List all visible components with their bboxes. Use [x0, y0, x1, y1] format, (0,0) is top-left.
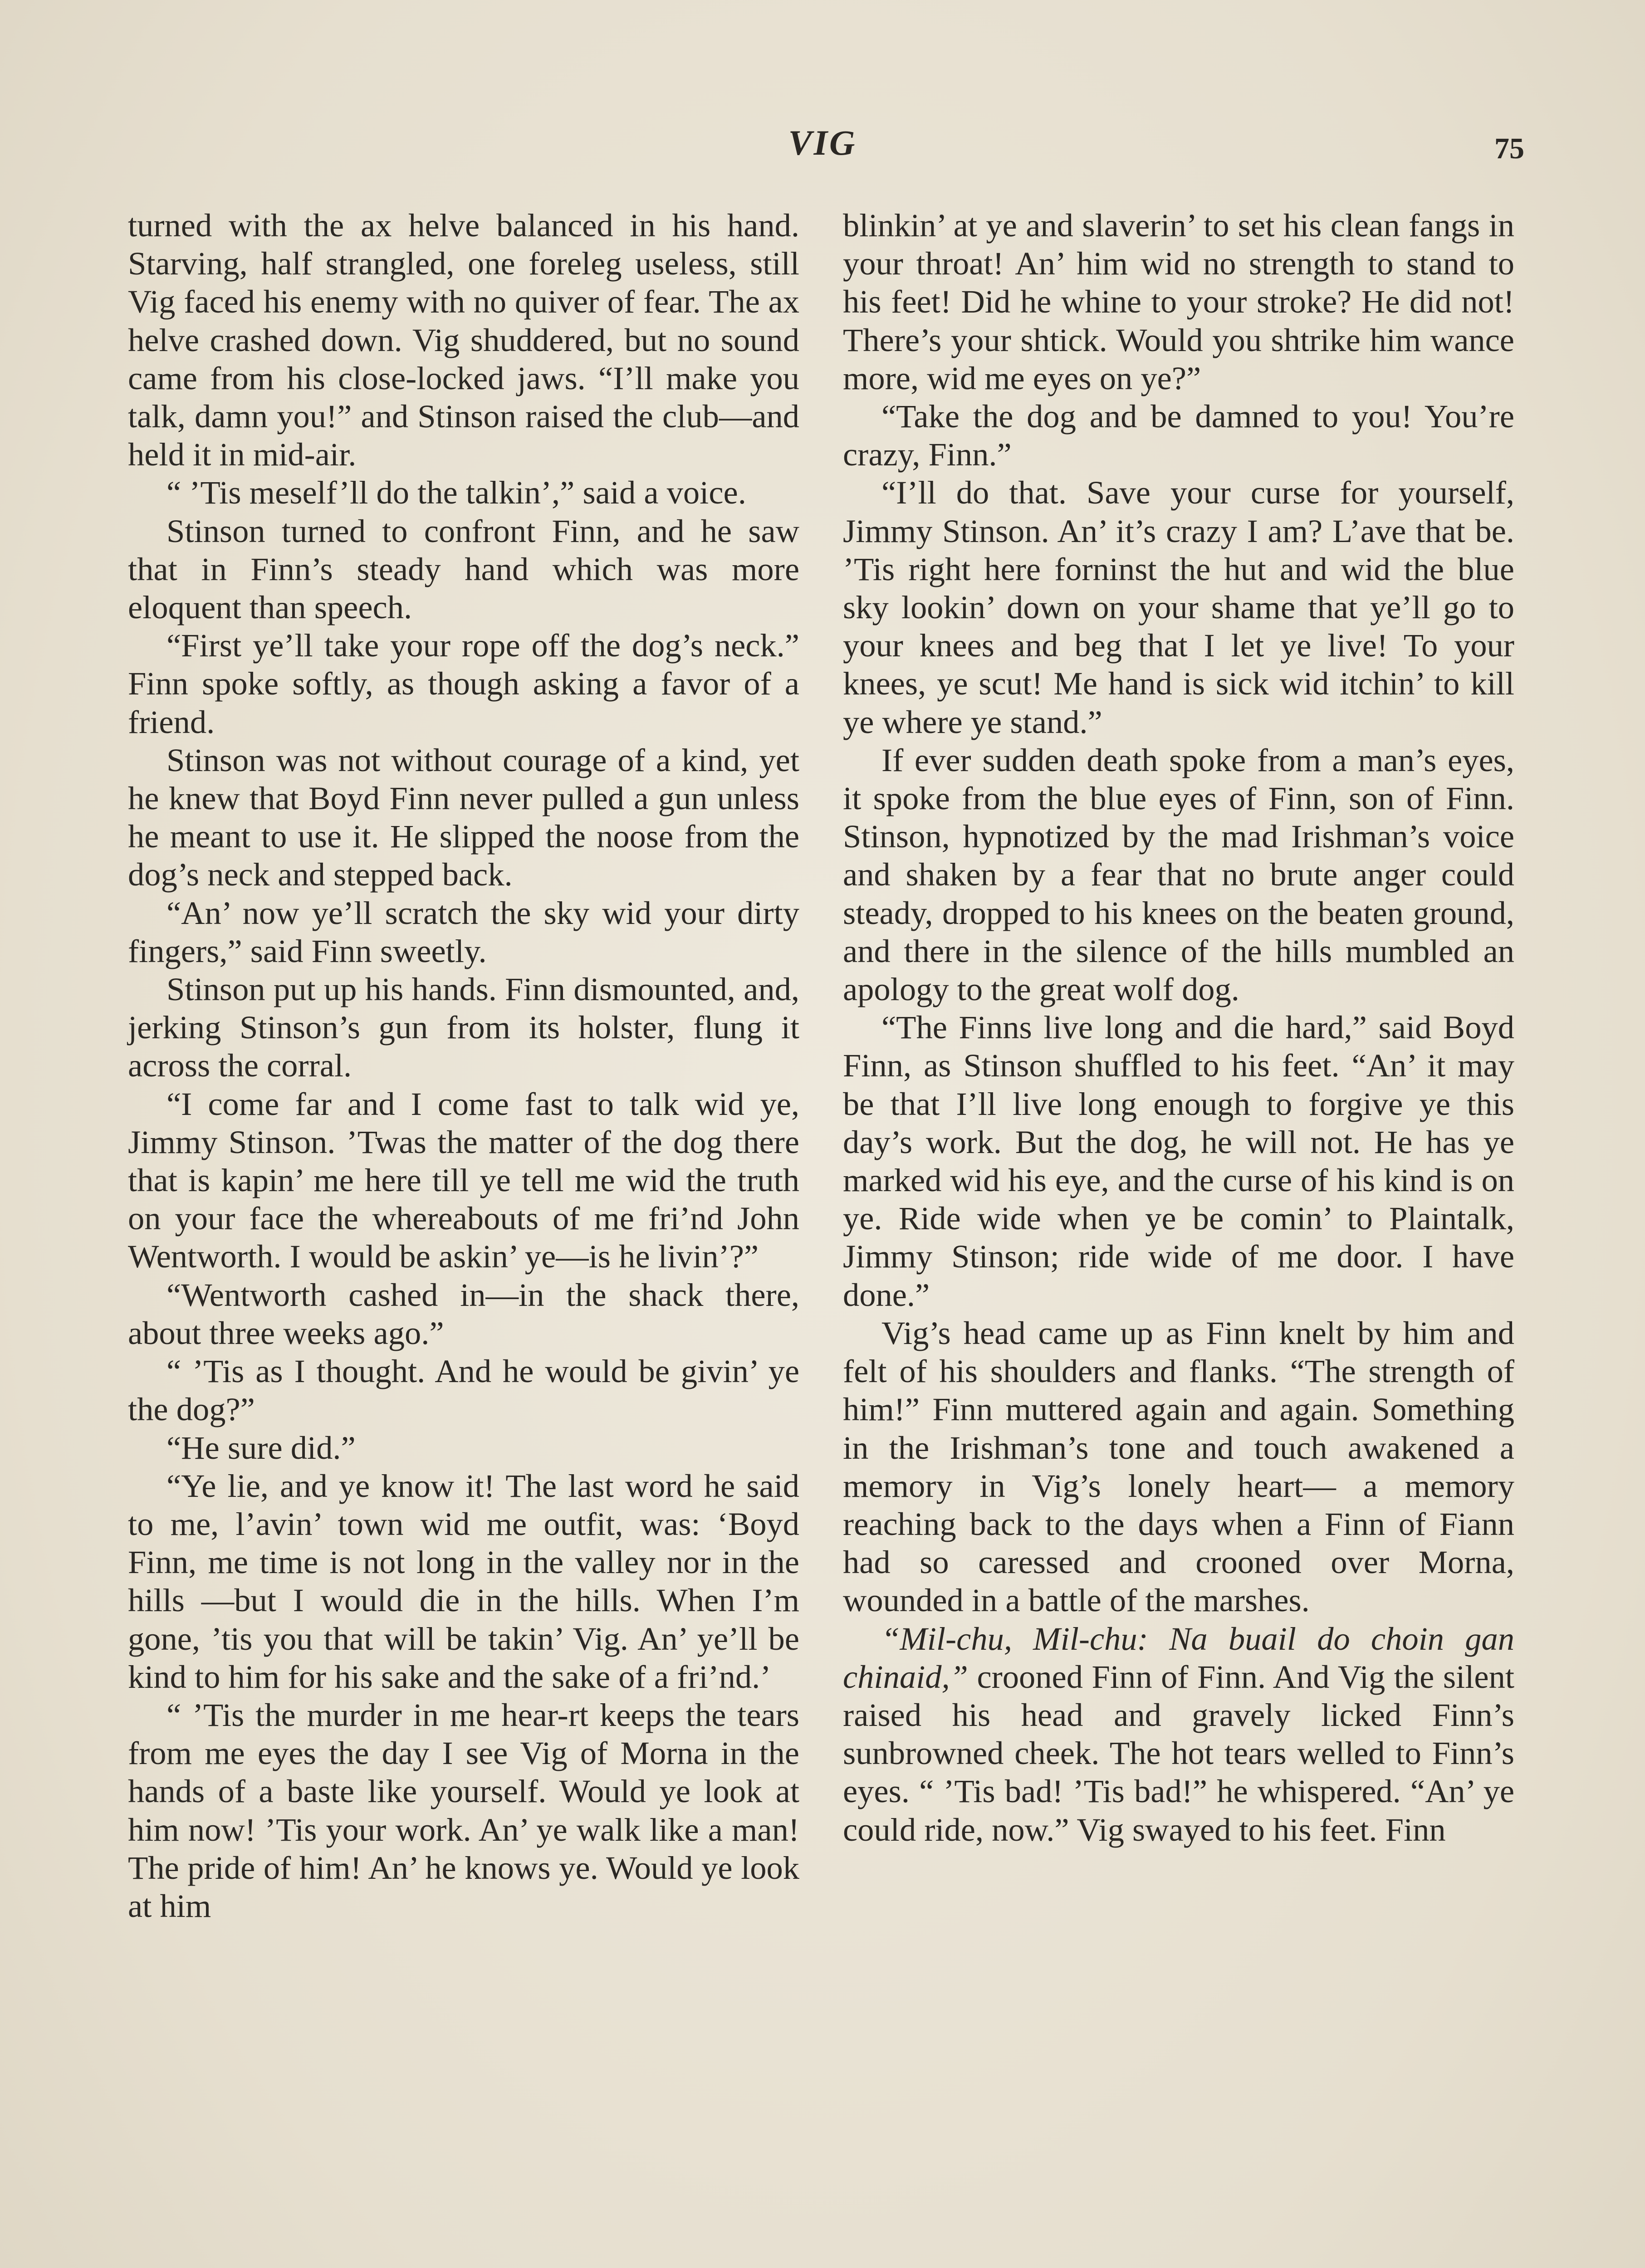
paragraph: Stinson put up his hands. Finn dismounted, and, jerking Stinson’s gun from its holster, flung it across the corral. — [128, 971, 799, 1084]
left-column — [128, 206, 799, 1925]
paragraph — [843, 1620, 1514, 1849]
paragraph: “Ye lie, and ye know it! The last word he said to me, l’avin’ town wid me outfit, was: ‘Boyd Finn, me time is not long in the valley nor in the hills —but I would die in the hills. When I’m gone, ’tis you that will be takin’ Vig. An’ ye’ll be kind to him for his sake and the sake of a fri’nd.’ — [128, 1467, 799, 1695]
paragraph: Stinson turned to confront Finn, and he saw that in Finn’s steady hand which was more eloquent than speech. — [128, 512, 799, 626]
paragraph: “I come far and I come fast to talk wid ye, Jimmy Stinson. ’Twas the matter of the dog there that is kapin’ me here till ye tell me wid the truth on your face the whereabouts of me fri’nd John Wentworth. I would be askin’ ye—is he livin’?” — [128, 1085, 799, 1275]
right-column — [843, 206, 1514, 1849]
gaelic-phrase: “Mil-chu, Mil-chu: Na buail do choin gan chinaid,” — [843, 1620, 1514, 1695]
paragraph: “He sure did.” — [166, 1429, 356, 1466]
paragraph: “The Finns live long and die hard,” said Boyd Finn, as Stinson shuffled to his feet. “An’ it may be that I’ll live long enough to forgive ye this day’s work. But the dog, he will not. He has ye marked wid his eye, and the curse of his kind is on ye. Ride wide when ye be comin’ to Plaintalk, Jimmy Stinson; ride wide of me door. I have done.” — [843, 1009, 1514, 1313]
paragraph: Vig’s head came up as Finn knelt by him and felt of his shoulders and flanks. “The strength of him!” Finn muttered again and again. Something in the Irishman’s tone and touch awakened a memory in Vig’s lonely heart— a memory reaching back to the days when a Finn of Fiann had so caressed and crooned over Morna, wounded in a battle of the marshes. — [843, 1314, 1514, 1619]
paragraph: “Take the dog and be damned to you! You’re crazy, Finn.” — [843, 398, 1514, 473]
paragraph: “ ’Tis as I thought. And he would be givin’ ye the dog?” — [128, 1353, 799, 1428]
paragraph: “I’ll do that. Save your curse for yourself, Jimmy Stinson. An’ it’s crazy I am? L’ave that be. ’Tis right here forninst the hut and wid the blue sky lookin’ down on your shame that ye’ll go to your knees and beg that I let ye live! To your knees, ye scut! Me hand is sick wid itchin’ to kill ye where ye stand.” — [843, 474, 1514, 740]
paragraph: “First ye’ll take your rope off the dog’s neck.” Finn spoke softly, as though asking a favor of a friend. — [128, 627, 799, 740]
paragraph: “ ’Tis meself’ll do the talkin’,” said a voice. — [166, 474, 746, 511]
paragraph: “An’ now ye’ll scratch the sky wid your dirty fingers,” said Finn sweetly. — [128, 894, 799, 969]
paragraph: turned with the ax helve balanced in his hand. Starving, half strangled, one foreleg useless, still Vig faced his enemy with no quiver of fear. The ax helve crashed down. Vig shuddered, but no sound came from his close-locked jaws. “I’ll make you talk, damn you!” and Stinson raised the club—and held it in mid-air. — [128, 207, 799, 473]
running-title: VIG — [788, 123, 857, 162]
paragraph: If ever sudden death spoke from a man’s eyes, it spoke from the blue eyes of Finn, son of Finn. Stinson, hypnotized by the mad Irishman’s voice and shaken by a fear that no brute anger could steady, dropped to his knees on the beaten ground, and there in the silence of the hills mumbled an apology to the great wolf dog. — [843, 741, 1514, 1008]
paragraph: Stinson was not without courage of a kind, yet he knew that Boyd Finn never pulled a gun unless he meant to use it. He slipped the noose from the dog’s neck and stepped back. — [128, 741, 799, 893]
page-number: 75 — [1494, 132, 1524, 165]
paragraph: blinkin’ at ye and slaverin’ to set his clean fangs in your throat! An’ him wid no strength to stand to his feet! Did he whine to your stroke? He did not! There’s your shtick. Would you shtrike him wance more, wid me eyes on ye?” — [843, 207, 1514, 396]
paragraph: “Wentworth cashed in—in the shack there, about three weeks ago.” — [128, 1276, 799, 1351]
paragraph: “ ’Tis the murder in me hear-rt keeps the tears from me eyes the day I see Vig of Morna in the hands of a baste like yourself. Would ye look at him now! ’Tis your work. An’ ye walk like a man! The pride of him! An’ he knows ye. Would ye look at him — [128, 1696, 799, 1924]
paragraph-text: crooned Finn of Finn. And Vig the silent raised his head and gravely licked Finn’s sunbrowned cheek. The hot tears welled to Finn’s eyes. “ ’Tis bad! ’Tis bad!” he whispered. “An’ ye could ride, now.” Vig swayed to his feet. Finn — [843, 1658, 1514, 1848]
